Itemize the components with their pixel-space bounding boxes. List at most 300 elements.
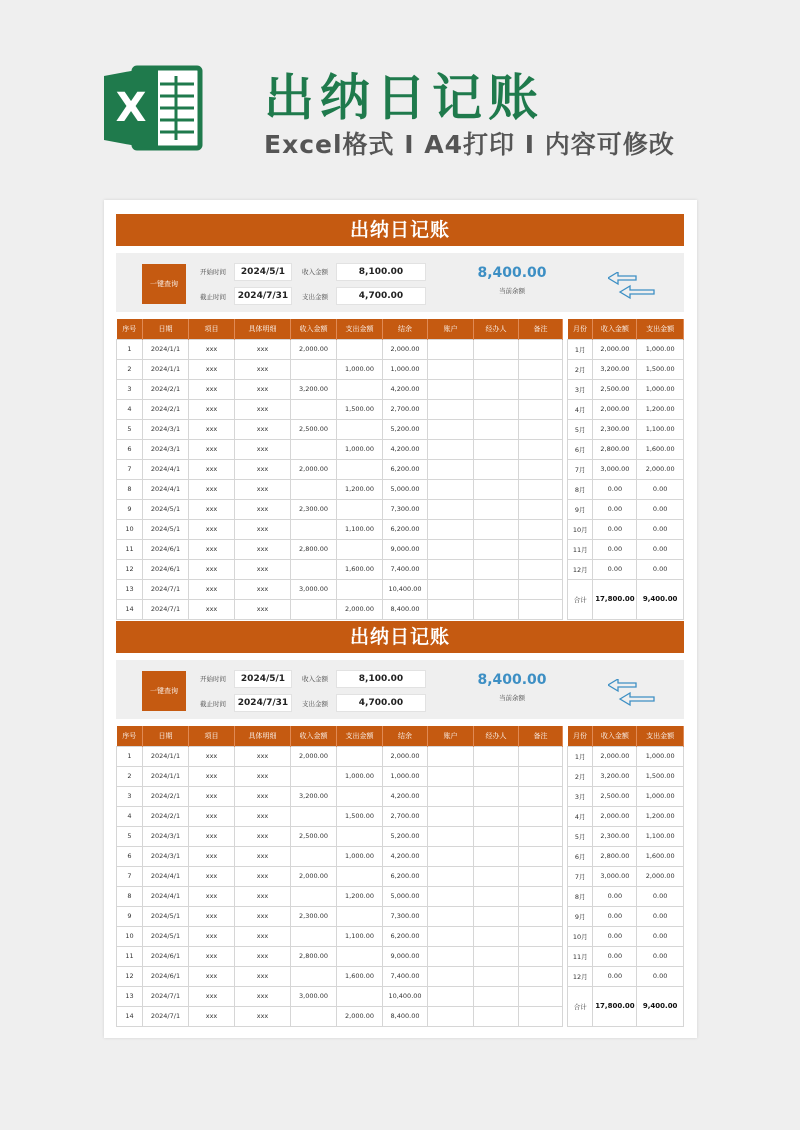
- table-cell[interactable]: 9: [117, 499, 143, 519]
- monthly-cell: 0.00: [637, 926, 684, 946]
- table-cell[interactable]: 6,200.00: [383, 519, 428, 539]
- table-cell[interactable]: 1,000.00: [337, 359, 383, 379]
- table-cell[interactable]: [474, 479, 519, 499]
- table-cell[interactable]: [291, 966, 337, 986]
- table-cell[interactable]: [474, 379, 519, 399]
- table-cell[interactable]: 1,500.00: [337, 399, 383, 419]
- table-cell[interactable]: [428, 826, 474, 846]
- table-cell[interactable]: [291, 399, 337, 419]
- table-cell[interactable]: 3,000.00: [291, 986, 337, 1006]
- table-cell[interactable]: 2024/6/1: [143, 539, 189, 559]
- table-cell[interactable]: 6,200.00: [383, 926, 428, 946]
- table-cell[interactable]: [428, 419, 474, 439]
- table-cell[interactable]: 1,100.00: [337, 926, 383, 946]
- table-cell[interactable]: 2024/1/1: [143, 339, 189, 359]
- monthly-row: [568, 399, 684, 419]
- table-cell[interactable]: 5,200.00: [383, 826, 428, 846]
- table-cell[interactable]: [428, 986, 474, 1006]
- table-cell[interactable]: [519, 966, 563, 986]
- table-cell[interactable]: [428, 846, 474, 866]
- table-cell[interactable]: [474, 986, 519, 1006]
- table-cell[interactable]: [474, 786, 519, 806]
- table-cell[interactable]: [428, 746, 474, 766]
- table-cell[interactable]: [474, 419, 519, 439]
- table-cell[interactable]: [428, 1006, 474, 1026]
- table-cell[interactable]: [474, 846, 519, 866]
- table-cell[interactable]: 2024/4/1: [143, 479, 189, 499]
- table-cell[interactable]: [519, 946, 563, 966]
- table-cell[interactable]: xxx: [235, 886, 291, 906]
- table-cell[interactable]: xxx: [235, 806, 291, 826]
- monthly-cell: 11月: [568, 539, 593, 559]
- table-cell[interactable]: [337, 459, 383, 479]
- table-cell[interactable]: 2,000.00: [291, 866, 337, 886]
- table-cell[interactable]: [519, 826, 563, 846]
- query-button[interactable]: 一键查询: [142, 671, 186, 711]
- table-cell[interactable]: [291, 519, 337, 539]
- table-cell[interactable]: xxx: [189, 399, 235, 419]
- table-cell[interactable]: 7,400.00: [383, 559, 428, 579]
- table-cell[interactable]: 2,000.00: [291, 746, 337, 766]
- table-cell[interactable]: 4: [117, 806, 143, 826]
- table-cell[interactable]: xxx: [235, 926, 291, 946]
- table-cell[interactable]: xxx: [189, 359, 235, 379]
- start-date-field[interactable]: 2024/5/1: [234, 670, 292, 688]
- table-cell[interactable]: 5,000.00: [383, 886, 428, 906]
- table-cell[interactable]: [291, 439, 337, 459]
- table-cell[interactable]: [428, 766, 474, 786]
- monthly-cell: 2月: [568, 766, 593, 786]
- table-cell[interactable]: 2024/7/1: [143, 986, 189, 1006]
- table-cell[interactable]: [474, 866, 519, 886]
- table-cell[interactable]: xxx: [189, 766, 235, 786]
- table-cell[interactable]: [428, 439, 474, 459]
- table-cell[interactable]: 10: [117, 519, 143, 539]
- table-cell[interactable]: [474, 559, 519, 579]
- table-cell[interactable]: 9: [117, 906, 143, 926]
- table-cell[interactable]: 1,600.00: [337, 966, 383, 986]
- monthly-total-cell: 17,800.00: [593, 986, 637, 1026]
- table-cell[interactable]: 5: [117, 826, 143, 846]
- table-cell[interactable]: [474, 459, 519, 479]
- table-cell[interactable]: xxx: [235, 339, 291, 359]
- table-cell[interactable]: 1,000.00: [383, 766, 428, 786]
- table-cell[interactable]: [337, 419, 383, 439]
- table-cell[interactable]: xxx: [189, 746, 235, 766]
- table-cell[interactable]: xxx: [235, 479, 291, 499]
- table-cell[interactable]: 2024/5/1: [143, 499, 189, 519]
- table-cell[interactable]: [428, 379, 474, 399]
- table-cell[interactable]: 2024/7/1: [143, 579, 189, 599]
- table-cell[interactable]: 14: [117, 1006, 143, 1026]
- table-cell[interactable]: 3,200.00: [291, 786, 337, 806]
- table-cell[interactable]: 3,000.00: [291, 579, 337, 599]
- table-cell[interactable]: [519, 746, 563, 766]
- table-cell[interactable]: 6: [117, 439, 143, 459]
- table-cell[interactable]: [337, 786, 383, 806]
- table-cell[interactable]: 2024/5/1: [143, 926, 189, 946]
- ledger-sheet: [116, 214, 684, 619]
- table-cell[interactable]: xxx: [189, 599, 235, 619]
- table-cell[interactable]: [519, 866, 563, 886]
- table-cell[interactable]: 2024/2/1: [143, 399, 189, 419]
- table-cell[interactable]: 7,300.00: [383, 499, 428, 519]
- table-cell[interactable]: [428, 906, 474, 926]
- table-cell[interactable]: xxx: [235, 826, 291, 846]
- table-cell[interactable]: [519, 399, 563, 419]
- table-cell[interactable]: 2,000.00: [383, 339, 428, 359]
- table-cell[interactable]: 1: [117, 746, 143, 766]
- table-cell[interactable]: 1,000.00: [337, 439, 383, 459]
- table-cell[interactable]: xxx: [189, 926, 235, 946]
- table-cell[interactable]: [474, 1006, 519, 1026]
- table-cell[interactable]: [474, 946, 519, 966]
- table-cell[interactable]: xxx: [189, 559, 235, 579]
- table-cell[interactable]: 2024/2/1: [143, 786, 189, 806]
- table-cell[interactable]: xxx: [235, 906, 291, 926]
- table-cell[interactable]: xxx: [235, 966, 291, 986]
- table-cell[interactable]: [519, 1006, 563, 1026]
- table-cell[interactable]: 2024/3/1: [143, 846, 189, 866]
- table-cell[interactable]: xxx: [235, 746, 291, 766]
- table-cell[interactable]: [428, 966, 474, 986]
- table-cell[interactable]: 2,000.00: [291, 459, 337, 479]
- table-cell[interactable]: [337, 946, 383, 966]
- table-cell[interactable]: [519, 479, 563, 499]
- table-cell[interactable]: 10,400.00: [383, 986, 428, 1006]
- table-cell[interactable]: 12: [117, 559, 143, 579]
- table-cell[interactable]: [519, 439, 563, 459]
- table-cell[interactable]: 2024/1/1: [143, 359, 189, 379]
- end-date-field[interactable]: 2024/7/31: [234, 287, 292, 305]
- table-cell[interactable]: 2024/4/1: [143, 459, 189, 479]
- table-cell[interactable]: xxx: [235, 846, 291, 866]
- table-cell[interactable]: 1: [117, 339, 143, 359]
- table-cell[interactable]: [428, 479, 474, 499]
- table-cell[interactable]: 2024/6/1: [143, 946, 189, 966]
- table-cell[interactable]: [474, 519, 519, 539]
- table-cell[interactable]: [428, 399, 474, 419]
- table-cell[interactable]: [474, 359, 519, 379]
- table-cell[interactable]: 2024/4/1: [143, 886, 189, 906]
- table-cell[interactable]: 2,700.00: [383, 806, 428, 826]
- table-cell[interactable]: xxx: [189, 786, 235, 806]
- table-cell[interactable]: xxx: [189, 519, 235, 539]
- table-cell[interactable]: 2024/6/1: [143, 966, 189, 986]
- table-cell[interactable]: xxx: [235, 866, 291, 886]
- table-cell[interactable]: [428, 599, 474, 619]
- table-cell[interactable]: [519, 846, 563, 866]
- table-cell[interactable]: [519, 986, 563, 1006]
- table-cell[interactable]: [519, 906, 563, 926]
- table-cell[interactable]: xxx: [235, 766, 291, 786]
- table-cell[interactable]: [519, 926, 563, 946]
- table-cell[interactable]: xxx: [235, 439, 291, 459]
- table-cell[interactable]: 2024/5/1: [143, 519, 189, 539]
- table-cell[interactable]: 8,400.00: [383, 599, 428, 619]
- table-cell[interactable]: [291, 926, 337, 946]
- table-cell[interactable]: 7: [117, 459, 143, 479]
- monthly-row: [568, 846, 684, 866]
- table-cell[interactable]: 6,200.00: [383, 459, 428, 479]
- table-cell[interactable]: xxx: [189, 459, 235, 479]
- table-cell[interactable]: [291, 766, 337, 786]
- table-cell[interactable]: xxx: [189, 439, 235, 459]
- table-cell[interactable]: xxx: [189, 339, 235, 359]
- table-cell[interactable]: 1,600.00: [337, 559, 383, 579]
- table-cell[interactable]: [337, 579, 383, 599]
- column-header: 序号: [117, 319, 143, 339]
- table-cell[interactable]: 2,000.00: [337, 599, 383, 619]
- table-cell[interactable]: xxx: [189, 866, 235, 886]
- table-cell[interactable]: 1,200.00: [337, 886, 383, 906]
- table-cell[interactable]: [337, 906, 383, 926]
- table-cell[interactable]: 2,300.00: [291, 906, 337, 926]
- table-cell[interactable]: [337, 746, 383, 766]
- table-cell[interactable]: 2: [117, 766, 143, 786]
- table-cell[interactable]: 12: [117, 966, 143, 986]
- table-cell[interactable]: [291, 359, 337, 379]
- table-cell[interactable]: xxx: [189, 539, 235, 559]
- table-cell[interactable]: 8,400.00: [383, 1006, 428, 1026]
- table-cell[interactable]: 10: [117, 926, 143, 946]
- table-cell[interactable]: [474, 886, 519, 906]
- table-cell[interactable]: 2024/1/1: [143, 746, 189, 766]
- table-cell[interactable]: [291, 559, 337, 579]
- table-cell[interactable]: [474, 539, 519, 559]
- table-cell[interactable]: 13: [117, 986, 143, 1006]
- table-cell[interactable]: 4,200.00: [383, 786, 428, 806]
- table-cell[interactable]: 2,300.00: [291, 499, 337, 519]
- table-cell[interactable]: [428, 866, 474, 886]
- table-cell[interactable]: 8: [117, 886, 143, 906]
- table-cell[interactable]: [428, 886, 474, 906]
- table-cell[interactable]: 2,700.00: [383, 399, 428, 419]
- table-cell[interactable]: 3: [117, 786, 143, 806]
- table-cell[interactable]: [337, 339, 383, 359]
- table-cell[interactable]: 7: [117, 866, 143, 886]
- start-date-field[interactable]: 2024/5/1: [234, 263, 292, 281]
- table-cell[interactable]: [474, 499, 519, 519]
- table-cell[interactable]: 13: [117, 579, 143, 599]
- table-cell[interactable]: xxx: [189, 806, 235, 826]
- table-cell[interactable]: [519, 806, 563, 826]
- table-cell[interactable]: 7,300.00: [383, 906, 428, 926]
- table-cell[interactable]: [337, 499, 383, 519]
- table-cell[interactable]: 2024/6/1: [143, 559, 189, 579]
- table-cell[interactable]: 11: [117, 539, 143, 559]
- table-cell[interactable]: xxx: [235, 359, 291, 379]
- end-date-label: 截止时间: [200, 700, 226, 708]
- table-cell[interactable]: 2: [117, 359, 143, 379]
- table-cell[interactable]: 2,800.00: [291, 946, 337, 966]
- table-cell[interactable]: [519, 559, 563, 579]
- table-cell[interactable]: xxx: [235, 599, 291, 619]
- table-cell[interactable]: [474, 806, 519, 826]
- table-cell[interactable]: [519, 359, 563, 379]
- table-cell[interactable]: xxx: [235, 519, 291, 539]
- end-date-field[interactable]: 2024/7/31: [234, 694, 292, 712]
- table-cell[interactable]: [291, 846, 337, 866]
- table-cell[interactable]: 2,000.00: [383, 746, 428, 766]
- table-cell[interactable]: [474, 439, 519, 459]
- table-cell[interactable]: xxx: [189, 419, 235, 439]
- table-cell[interactable]: 1,200.00: [337, 479, 383, 499]
- table-cell[interactable]: [428, 786, 474, 806]
- table-cell[interactable]: [291, 806, 337, 826]
- query-button[interactable]: 一键查询: [142, 264, 186, 304]
- table-cell[interactable]: 7,400.00: [383, 966, 428, 986]
- table-cell[interactable]: xxx: [235, 459, 291, 479]
- table-cell[interactable]: [291, 479, 337, 499]
- table-cell[interactable]: 9,000.00: [383, 946, 428, 966]
- table-cell[interactable]: xxx: [235, 379, 291, 399]
- table-cell[interactable]: 2,800.00: [291, 539, 337, 559]
- table-cell[interactable]: 11: [117, 946, 143, 966]
- table-cell[interactable]: [519, 419, 563, 439]
- table-cell[interactable]: 6,200.00: [383, 866, 428, 886]
- table-cell[interactable]: 10,400.00: [383, 579, 428, 599]
- table-cell[interactable]: [428, 519, 474, 539]
- table-cell[interactable]: [291, 599, 337, 619]
- table-cell[interactable]: xxx: [189, 966, 235, 986]
- table-cell[interactable]: xxx: [235, 986, 291, 1006]
- table-cell[interactable]: [428, 359, 474, 379]
- table-cell[interactable]: xxx: [189, 1006, 235, 1026]
- table-cell[interactable]: 8: [117, 479, 143, 499]
- table-cell[interactable]: 2024/3/1: [143, 439, 189, 459]
- table-cell[interactable]: [519, 599, 563, 619]
- table-cell[interactable]: [474, 906, 519, 926]
- table-cell[interactable]: xxx: [235, 786, 291, 806]
- table-cell[interactable]: 2024/7/1: [143, 1006, 189, 1026]
- table-cell[interactable]: [519, 886, 563, 906]
- table-cell[interactable]: 1,000.00: [337, 766, 383, 786]
- table-cell[interactable]: [519, 459, 563, 479]
- table-row: [117, 926, 563, 946]
- table-cell[interactable]: [337, 379, 383, 399]
- table-cell[interactable]: xxx: [189, 886, 235, 906]
- table-cell[interactable]: [428, 579, 474, 599]
- table-cell[interactable]: xxx: [189, 379, 235, 399]
- table-cell[interactable]: xxx: [235, 1006, 291, 1026]
- table-cell[interactable]: xxx: [235, 539, 291, 559]
- table-cell[interactable]: [519, 579, 563, 599]
- table-cell[interactable]: 3: [117, 379, 143, 399]
- table-cell[interactable]: 1,000.00: [337, 846, 383, 866]
- table-cell[interactable]: [474, 339, 519, 359]
- table-cell[interactable]: [519, 519, 563, 539]
- table-cell[interactable]: 4: [117, 399, 143, 419]
- table-cell[interactable]: xxx: [189, 826, 235, 846]
- table-cell[interactable]: xxx: [189, 499, 235, 519]
- table-cell[interactable]: xxx: [189, 579, 235, 599]
- table-cell[interactable]: 2024/4/1: [143, 866, 189, 886]
- table-row: [117, 359, 563, 379]
- table-cell[interactable]: [519, 539, 563, 559]
- table-cell[interactable]: 2,500.00: [291, 826, 337, 846]
- table-cell[interactable]: xxx: [235, 499, 291, 519]
- table-cell[interactable]: 9,000.00: [383, 539, 428, 559]
- table-cell[interactable]: 1,000.00: [383, 359, 428, 379]
- table-cell[interactable]: [428, 926, 474, 946]
- table-cell[interactable]: 2,000.00: [291, 339, 337, 359]
- table-cell[interactable]: 2,000.00: [337, 1006, 383, 1026]
- table-cell[interactable]: [474, 926, 519, 946]
- table-cell[interactable]: 2024/1/1: [143, 766, 189, 786]
- table-cell[interactable]: [337, 986, 383, 1006]
- table-cell[interactable]: xxx: [189, 479, 235, 499]
- table-cell[interactable]: [428, 459, 474, 479]
- table-cell[interactable]: [428, 946, 474, 966]
- table-cell[interactable]: [474, 966, 519, 986]
- table-cell[interactable]: [519, 499, 563, 519]
- table-cell[interactable]: 2024/2/1: [143, 806, 189, 826]
- table-cell[interactable]: [291, 1006, 337, 1026]
- table-cell[interactable]: [474, 826, 519, 846]
- monthly-total-row: [568, 986, 684, 1026]
- table-cell[interactable]: 4,200.00: [383, 439, 428, 459]
- table-cell[interactable]: [337, 826, 383, 846]
- table-cell[interactable]: [428, 539, 474, 559]
- table-cell[interactable]: 3,200.00: [291, 379, 337, 399]
- table-cell[interactable]: 4,200.00: [383, 379, 428, 399]
- table-cell[interactable]: [474, 599, 519, 619]
- table-cell[interactable]: xxx: [189, 986, 235, 1006]
- table-cell[interactable]: [428, 559, 474, 579]
- table-cell[interactable]: [428, 499, 474, 519]
- table-cell[interactable]: xxx: [235, 559, 291, 579]
- table-cell[interactable]: 2024/2/1: [143, 379, 189, 399]
- table-cell[interactable]: xxx: [235, 399, 291, 419]
- table-cell[interactable]: xxx: [189, 906, 235, 926]
- monthly-cell: 5月: [568, 419, 593, 439]
- table-cell[interactable]: [428, 339, 474, 359]
- table-cell[interactable]: xxx: [235, 419, 291, 439]
- table-cell[interactable]: [337, 539, 383, 559]
- table-cell[interactable]: [519, 339, 563, 359]
- table-cell[interactable]: 2024/5/1: [143, 906, 189, 926]
- table-cell[interactable]: 5,000.00: [383, 479, 428, 499]
- table-cell[interactable]: 5: [117, 419, 143, 439]
- table-cell[interactable]: 2,500.00: [291, 419, 337, 439]
- table-cell[interactable]: 4,200.00: [383, 846, 428, 866]
- table-cell[interactable]: [428, 806, 474, 826]
- table-cell[interactable]: [291, 886, 337, 906]
- table-cell[interactable]: [474, 579, 519, 599]
- table-cell[interactable]: 14: [117, 599, 143, 619]
- table-cell[interactable]: [337, 866, 383, 886]
- table-cell[interactable]: xxx: [235, 579, 291, 599]
- end-date-label: 截止时间: [200, 293, 226, 301]
- table-cell[interactable]: xxx: [189, 946, 235, 966]
- table-cell[interactable]: [474, 766, 519, 786]
- table-cell[interactable]: [519, 766, 563, 786]
- table-cell[interactable]: [519, 379, 563, 399]
- table-cell[interactable]: [519, 786, 563, 806]
- table-cell[interactable]: 2024/3/1: [143, 826, 189, 846]
- table-cell[interactable]: 1,100.00: [337, 519, 383, 539]
- table-cell[interactable]: 2024/7/1: [143, 599, 189, 619]
- table-cell[interactable]: xxx: [189, 846, 235, 866]
- table-cell[interactable]: [474, 399, 519, 419]
- table-cell[interactable]: 2024/3/1: [143, 419, 189, 439]
- table-cell[interactable]: 6: [117, 846, 143, 866]
- table-cell[interactable]: 5,200.00: [383, 419, 428, 439]
- table-cell[interactable]: xxx: [235, 946, 291, 966]
- table-cell[interactable]: [474, 746, 519, 766]
- table-cell[interactable]: 1,500.00: [337, 806, 383, 826]
